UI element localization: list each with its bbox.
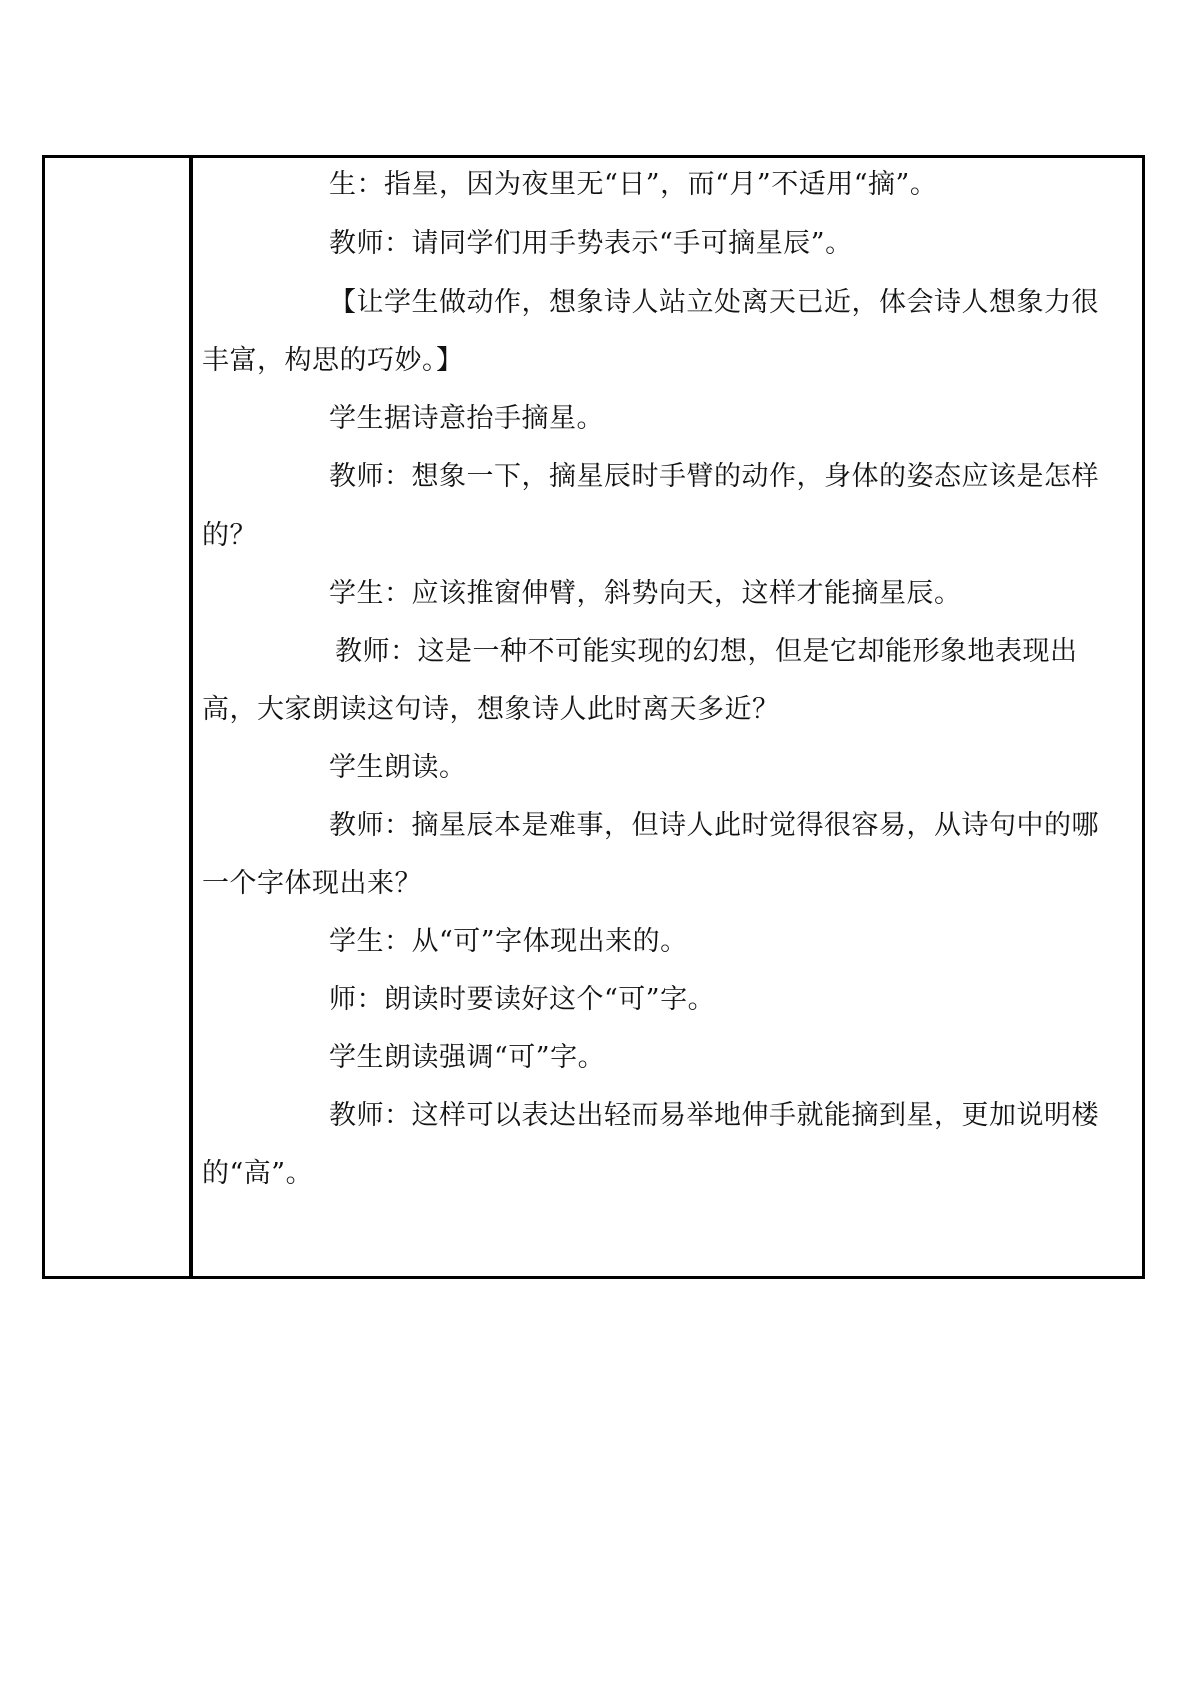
- paragraph-line: 教师：这是一种不可能实现的幻想，但是它却能形象地表现出: [335, 636, 1078, 667]
- paragraph-line: 【让学生做动作，想象诗人站立处离天已近，体会诗人想象力很: [329, 287, 1099, 318]
- paragraph-line: 教师：这样可以表达出轻而易举地伸手就能摘到星，更加说明楼: [329, 1100, 1099, 1131]
- paragraph-line: 师：朗读时要读好这个“可”字。: [329, 984, 716, 1015]
- paragraph-line: 教师：想象一下，摘星辰时手臂的动作，身体的姿态应该是怎样: [329, 461, 1099, 492]
- table-left-column: [45, 158, 193, 1276]
- paragraph-line: 学生：应该推窗伸臂，斜势向天，这样才能摘星辰。: [329, 578, 962, 609]
- paragraph-line: 的？: [202, 520, 257, 551]
- lesson-table: [42, 155, 1145, 1279]
- paragraph-line: 高，大家朗读这句诗，想象诗人此时离天多近？: [202, 694, 780, 725]
- paragraph-line: 丰富，构思的巧妙。】: [202, 345, 464, 376]
- paragraph-line: 学生据诗意抬手摘星。: [329, 403, 604, 434]
- paragraph-line: 一个字体现出来？: [202, 868, 422, 899]
- paragraph-line: 的“高”。: [202, 1158, 314, 1189]
- paragraph-line: 学生朗读。: [329, 752, 467, 783]
- paragraph-line: 生：指星，因为夜里无“日”，而“月”不适用“摘”。: [329, 169, 938, 200]
- paragraph-line: 学生朗读强调“可”字。: [329, 1042, 606, 1073]
- paragraph-line: 教师：摘星辰本是难事，但诗人此时觉得很容易，从诗句中的哪: [329, 810, 1099, 841]
- table-right-column: [193, 158, 1142, 1276]
- paragraph-line: 学生：从“可”字体现出来的。: [329, 926, 688, 957]
- paragraph-line: 教师：请同学们用手势表示“手可摘星辰”。: [329, 228, 853, 259]
